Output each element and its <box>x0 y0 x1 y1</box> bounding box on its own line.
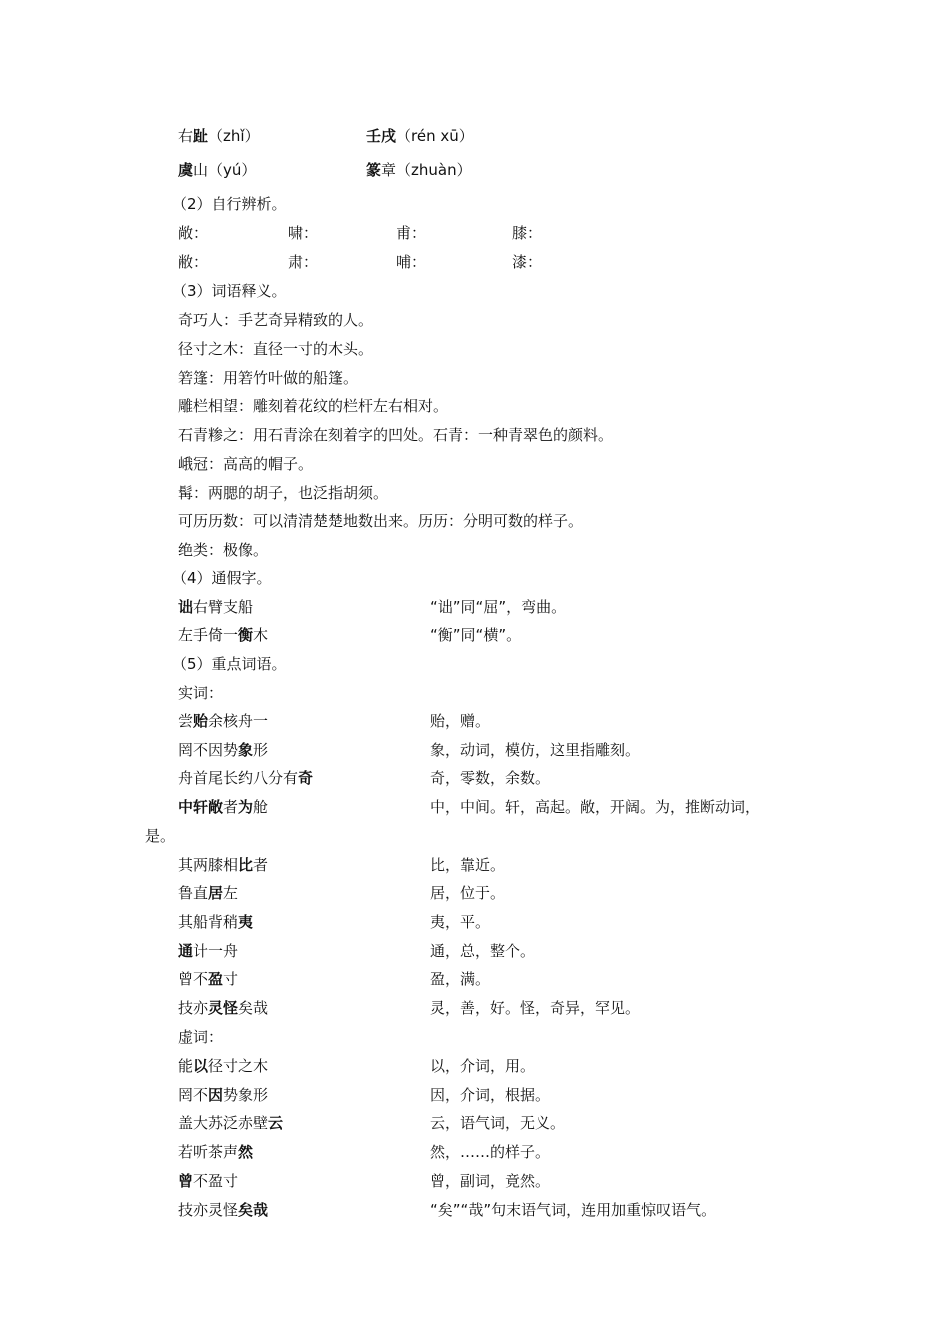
bold-char: 矣哉 <box>238 1200 269 1219</box>
definition-line: 髯：两腮的胡子，也泛指胡须。 <box>178 484 389 502</box>
explanation: 盈，满。 <box>430 970 491 989</box>
text: 矣哉 <box>238 999 269 1017</box>
pinyin-row <box>0 157 950 183</box>
definition-line: 石青糁之：用石青涂在刻着字的凹处。石青：一种青翠色的颜料。 <box>178 426 614 444</box>
explanation: 以，介词，用。 <box>430 1057 536 1075</box>
char-cell: 哺： <box>396 253 427 271</box>
explanation: 奇，零数，余数。 <box>430 769 551 788</box>
subheading-xuci: 虚词： <box>178 1028 224 1046</box>
pinyin-item <box>366 123 474 149</box>
bold-char: 居 <box>208 884 224 903</box>
definition-line: 雕栏相望：雕刻着花纹的栏杆左右相对。 <box>178 397 449 415</box>
bold-char: 虞 <box>178 161 194 179</box>
text: 寸 <box>223 970 239 989</box>
section-heading: （2）自行辨析。 <box>172 195 287 213</box>
example-phrase <box>178 995 268 1021</box>
word-row <box>0 1168 950 1194</box>
bold-char: 象 <box>238 740 254 759</box>
text: 若听茶声 <box>178 1143 239 1162</box>
text: 者 <box>253 855 269 874</box>
text: 舱 <box>253 798 269 817</box>
bold-char: 然 <box>238 1143 254 1162</box>
pinyin-item <box>366 157 472 183</box>
subheading-shici: 实词： <box>178 684 224 702</box>
bold-char: 曾 <box>178 1171 194 1190</box>
pinyin-item <box>178 157 256 183</box>
example-phrase <box>178 1082 268 1108</box>
char-row <box>0 220 950 246</box>
bold-char: 奇 <box>298 769 314 788</box>
text: 盖大苏泛赤壁 <box>178 1114 269 1133</box>
char-row <box>0 249 950 275</box>
text: 木 <box>253 626 269 644</box>
bold-char: 盈 <box>208 970 224 989</box>
bold-char: 比 <box>238 855 254 874</box>
text: 左手倚一 <box>178 626 239 644</box>
text: 技亦灵怪 <box>178 1200 239 1219</box>
word-row <box>0 1082 950 1108</box>
explanation-continuation <box>0 823 950 849</box>
bold-char: 衡 <box>238 626 254 644</box>
bold-char: 中轩敞 <box>178 798 224 817</box>
text: 尝 <box>178 712 194 730</box>
text: 势象形 <box>223 1085 269 1104</box>
bold-char: 篆 <box>366 161 382 179</box>
example-phrase <box>178 765 313 791</box>
word-row <box>0 1110 950 1136</box>
explanation: 因，介词，根据。 <box>430 1085 551 1104</box>
word-row <box>0 1197 950 1223</box>
example-phrase <box>178 1053 268 1079</box>
pinyin: 山（yú） <box>193 161 257 179</box>
definition-line: 径寸之木：直径一寸的木头。 <box>178 340 374 358</box>
text: 罔不 <box>178 1085 209 1104</box>
word-row <box>0 794 950 820</box>
definition-line: 峨冠：高高的帽子。 <box>178 455 314 473</box>
explanation: 比，靠近。 <box>430 855 506 874</box>
example-phrase <box>178 708 268 734</box>
explanation: 云，语气词，无义。 <box>430 1114 566 1133</box>
bold-char: 为 <box>238 798 254 817</box>
char-cell: 膝： <box>512 224 543 242</box>
text: 舟首尾长约八分有 <box>178 769 299 788</box>
word-row <box>0 737 950 763</box>
example-phrase <box>178 794 268 820</box>
word-row <box>0 995 950 1021</box>
bold-char: 通 <box>178 941 194 960</box>
bold-char: 因 <box>208 1085 224 1104</box>
definition-line: 箬篷：用箬竹叶做的船篷。 <box>178 369 359 387</box>
char-cell: 漆： <box>512 253 543 271</box>
explanation: “诎”同“屈”，弯曲。 <box>430 598 567 616</box>
section-heading: （5）重点词语。 <box>172 655 287 673</box>
text: 不盈寸 <box>193 1171 239 1190</box>
word-row <box>0 880 950 906</box>
example-phrase <box>178 880 238 906</box>
explanation: 中，中间。轩，高起。敞，开阔。为，推断动词， <box>430 798 761 817</box>
word-row <box>0 1139 950 1165</box>
definition-line: 可历历数：可以清清楚楚地数出来。历历：分明可数的样子。 <box>178 512 584 530</box>
pinyin: 章（zhuàn） <box>381 161 472 179</box>
explanation: 是。 <box>145 826 176 845</box>
example-phrase <box>178 852 268 878</box>
text: 左 <box>223 884 239 903</box>
text: 计一舟 <box>193 941 239 960</box>
explanation: “衡”同“横”。 <box>430 626 522 644</box>
section-heading: （4）通假字。 <box>172 569 272 587</box>
explanation: 曾，副词，竟然。 <box>430 1171 551 1190</box>
bold-char: 以 <box>193 1057 209 1075</box>
example-phrase <box>178 966 238 992</box>
example-phrase <box>178 1168 238 1194</box>
section-heading: （3）词语释义。 <box>172 282 287 300</box>
word-row <box>0 966 950 992</box>
text: 右臂支船 <box>193 598 254 616</box>
char-cell: 甫： <box>396 224 427 242</box>
text: 右 <box>178 127 194 145</box>
text: 其两膝相 <box>178 855 239 874</box>
word-row <box>0 708 950 734</box>
explanation: 通，总，整个。 <box>430 941 536 960</box>
char-cell: 肃： <box>288 253 319 271</box>
text: 技亦 <box>178 999 209 1017</box>
pinyin-item <box>178 123 260 149</box>
word-row <box>0 909 950 935</box>
example-phrase <box>178 1139 253 1165</box>
explanation: “矣”“哉”句末语气词，连用加重惊叹语气。 <box>430 1200 717 1219</box>
explanation: 夷，平。 <box>430 912 491 931</box>
bold-char: 云 <box>268 1114 284 1133</box>
tongjia-row <box>0 622 950 648</box>
pinyin: （rén xū） <box>396 127 474 145</box>
bold-char: 趾 <box>193 127 209 145</box>
text: 形 <box>253 740 269 759</box>
example-phrase <box>178 594 253 620</box>
example-phrase <box>178 737 268 763</box>
word-row <box>0 1053 950 1079</box>
text: 曾不 <box>178 970 209 989</box>
word-row <box>0 852 950 878</box>
bold-char: 壬戌 <box>366 127 397 145</box>
explanation: 然，……的样子。 <box>430 1143 551 1162</box>
bold-char: 贻 <box>193 712 209 730</box>
bold-char: 灵怪 <box>208 999 239 1017</box>
explanation: 灵，善，好。怪，奇异，罕见。 <box>430 999 641 1017</box>
bold-char: 诎 <box>178 598 194 616</box>
text: 能 <box>178 1057 194 1075</box>
char-cell: 啸： <box>288 224 319 242</box>
example-phrase <box>178 622 268 648</box>
text: 其船背稍 <box>178 912 239 931</box>
definition-line: 绝类：极像。 <box>178 541 269 559</box>
explanation: 贻，赠。 <box>430 712 491 730</box>
explanation: 居，位于。 <box>430 884 506 903</box>
text: 者 <box>223 798 239 817</box>
example-phrase <box>178 938 238 964</box>
word-row <box>0 765 950 791</box>
example-phrase <box>178 1110 283 1136</box>
text: 径寸之木 <box>208 1057 269 1075</box>
word-row <box>0 938 950 964</box>
example-phrase <box>178 1197 268 1223</box>
definition-line: 奇巧人：手艺奇异精致的人。 <box>178 311 374 329</box>
tongjia-row <box>0 594 950 620</box>
char-cell: 敞： <box>178 224 209 242</box>
pinyin-row <box>0 123 950 149</box>
text: 鲁直 <box>178 884 209 903</box>
bold-char: 夷 <box>238 912 254 931</box>
explanation: 象，动词，模仿，这里指雕刻。 <box>430 740 641 759</box>
example-phrase <box>178 909 253 935</box>
text: 罔不因势 <box>178 740 239 759</box>
text: 余核舟一 <box>208 712 269 730</box>
char-cell: 敝： <box>178 253 209 271</box>
pinyin: （zhǐ） <box>208 127 260 145</box>
